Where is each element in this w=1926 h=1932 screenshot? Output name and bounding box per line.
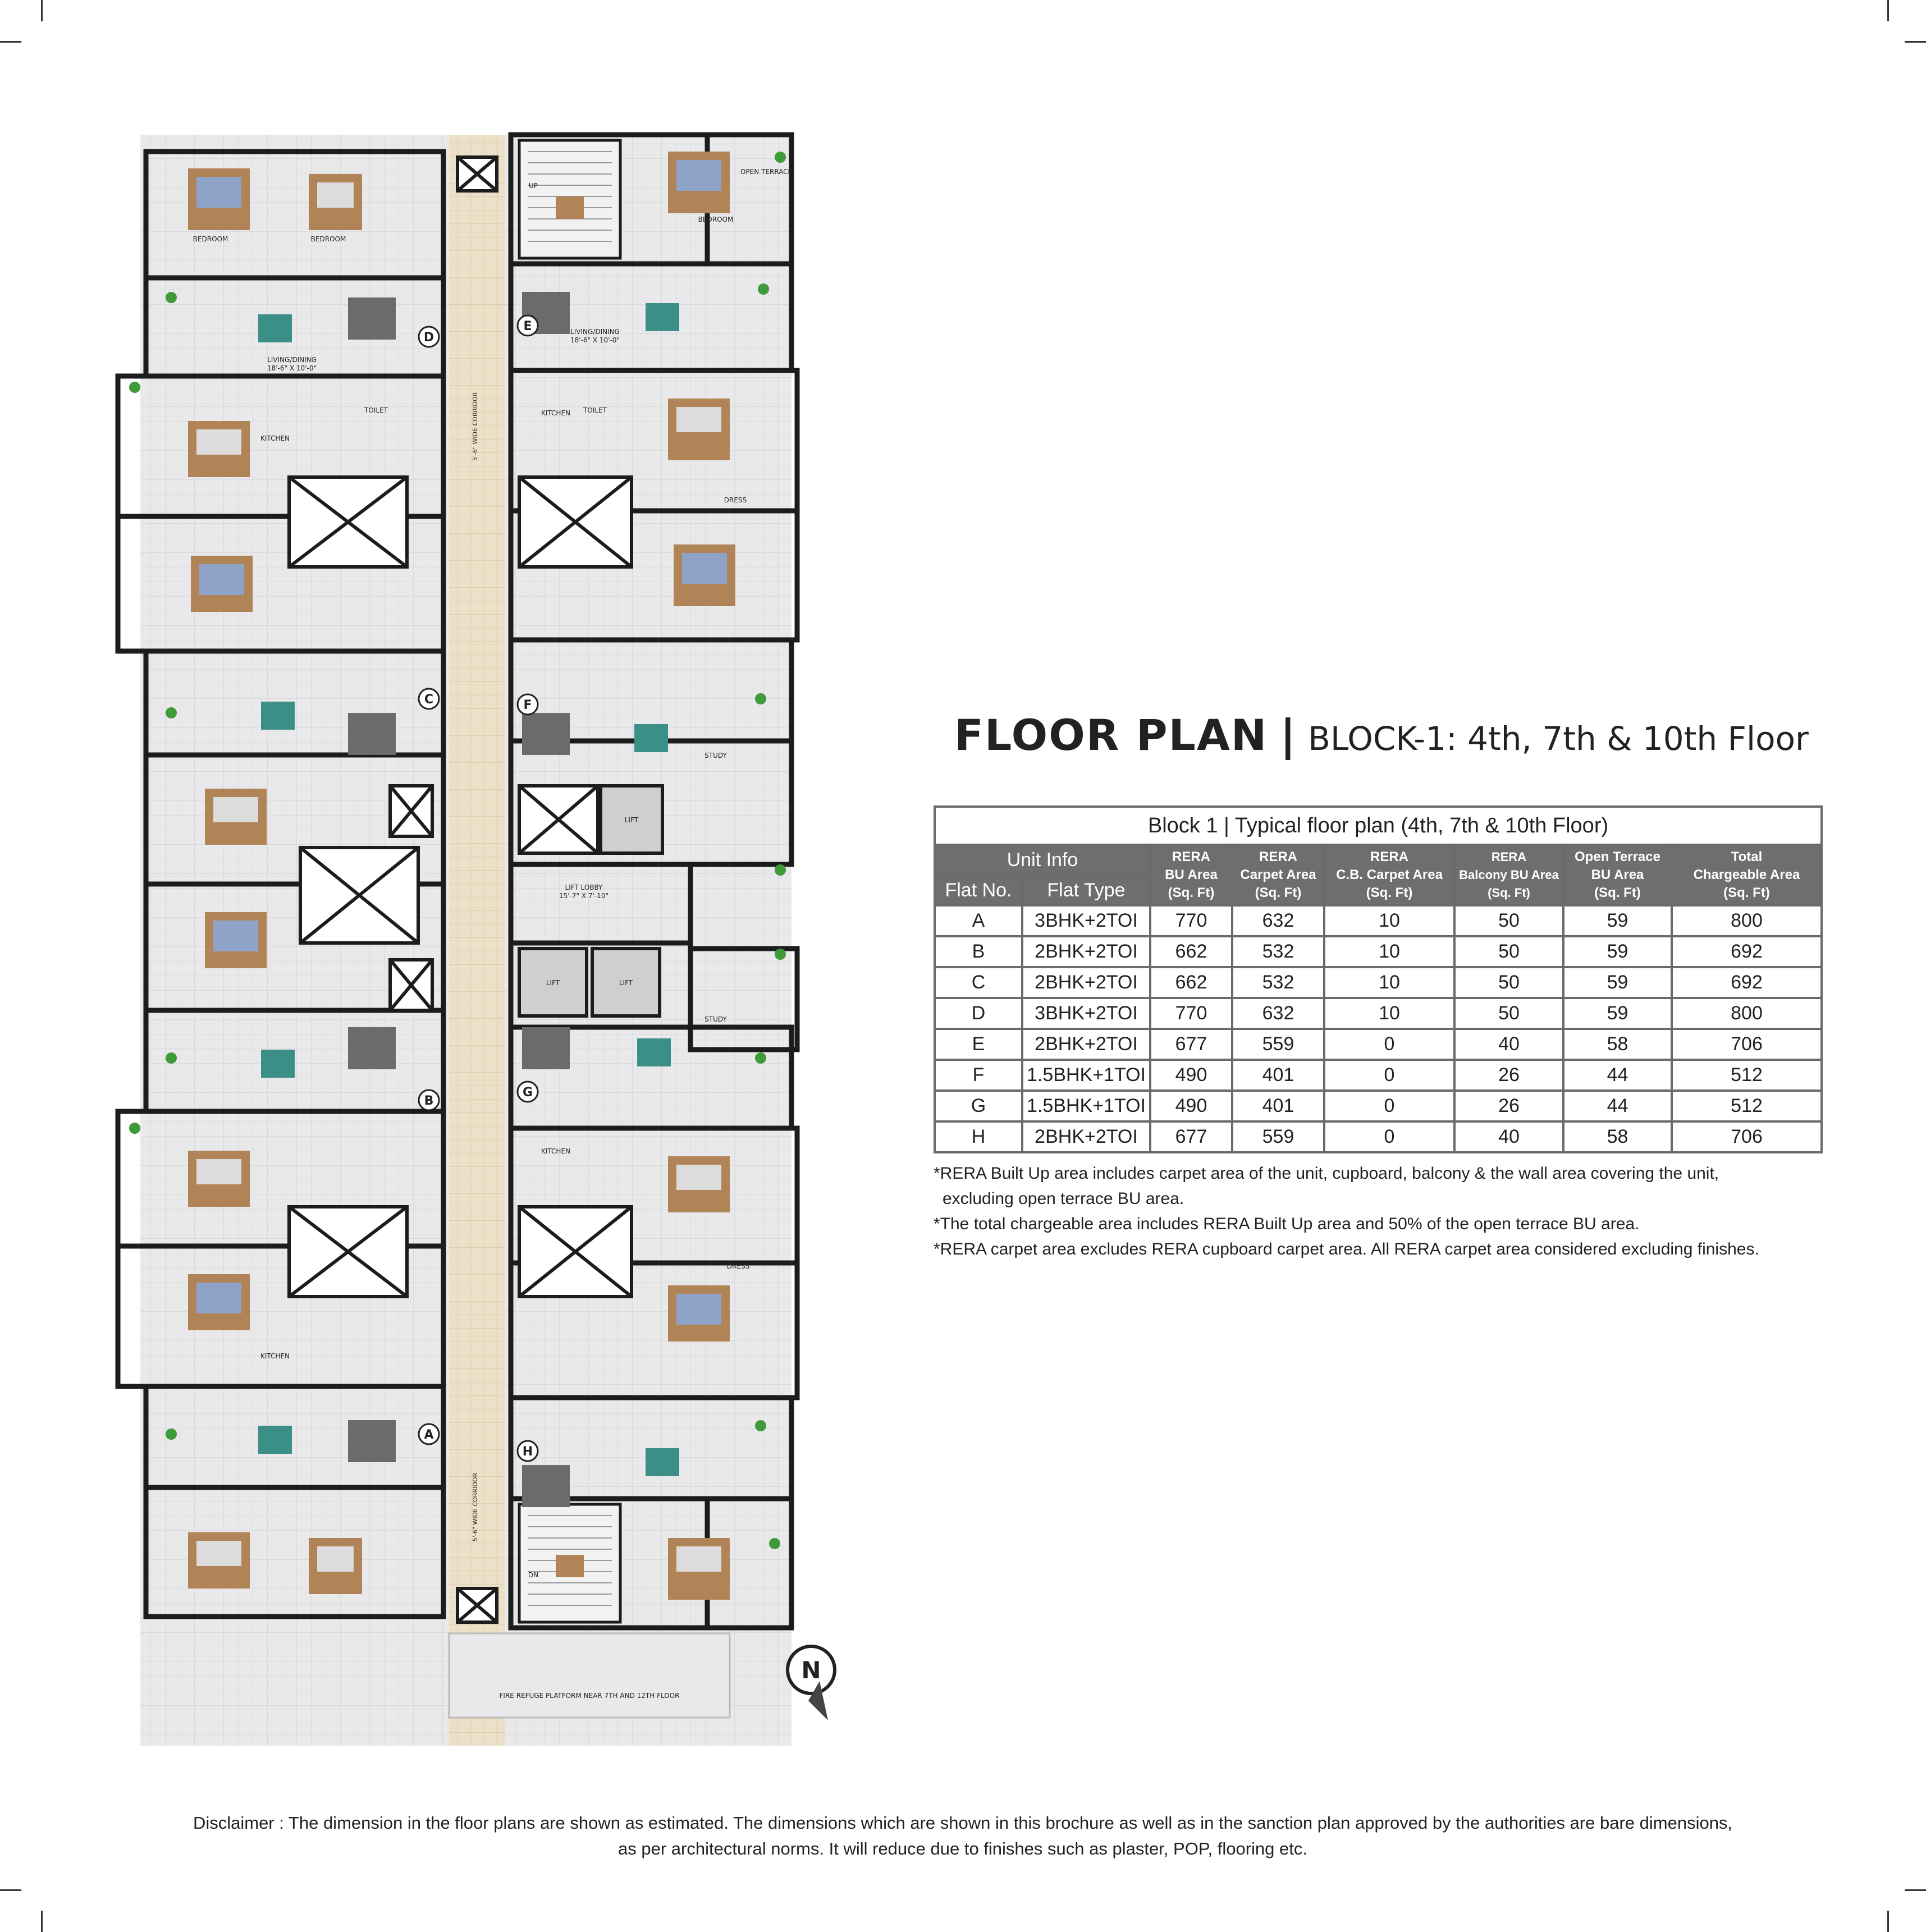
table-row <box>935 936 1822 967</box>
plan-label-study: STUDY <box>704 752 727 759</box>
header-flat-type: Flat Type <box>1022 875 1150 905</box>
plan-label-lift: LIFT <box>619 979 633 987</box>
plan-label-bedroom: BEDROOM <box>698 216 734 223</box>
table-cell: 0 <box>1324 1121 1454 1152</box>
table-cell: 59 <box>1563 998 1672 1029</box>
table-cell: 0 <box>1324 1060 1454 1091</box>
table-cell: 3BHK+2TOI <box>1022 905 1150 936</box>
unit-marker-c: C <box>424 693 434 707</box>
header-flat-no: Flat No. <box>935 875 1022 905</box>
table-cell: 50 <box>1454 967 1563 998</box>
table-cell: 44 <box>1563 1060 1672 1091</box>
table-caption: Block 1 | Typical floor plan (4th, 7th & 10th Floor) <box>935 807 1822 845</box>
table-cell: 662 <box>1150 936 1232 967</box>
table-cell: 59 <box>1563 905 1672 936</box>
table-cell: 26 <box>1454 1060 1563 1091</box>
table-cell: 662 <box>1150 967 1232 998</box>
crop-mark-top-right-h <box>1905 41 1926 43</box>
title-sub: BLOCK-1: 4th, 7th & 10th Floor <box>1308 720 1809 758</box>
table-cell: 2BHK+2TOI <box>1022 936 1150 967</box>
header-rera-balcony: RERA Balcony BU Area (Sq. Ft) <box>1454 845 1563 905</box>
table-row <box>935 905 1822 936</box>
unit-marker-g: G <box>522 1086 533 1100</box>
table-cell: F <box>935 1060 1022 1091</box>
table-cell: 26 <box>1454 1091 1563 1121</box>
plan-label-up: UP <box>528 182 538 190</box>
crop-mark-top-left-v <box>41 0 43 21</box>
plan-label-corridor: 5'-6" WIDE CORRIDOR <box>472 392 479 461</box>
plan-label-refuge: FIRE REFUGE PLATFORM NEAR 7TH AND 12TH FLOOR <box>499 1692 680 1700</box>
table-cell: 559 <box>1232 1121 1324 1152</box>
footnote-3: *RERA carpet area excludes RERA cupboard carpet area. All RERA carpet area considered excluding finishes. <box>934 1240 1759 1258</box>
plan-label-living-dims: 18'-6" X 10'-0" <box>267 364 317 372</box>
table-cell: G <box>935 1091 1022 1121</box>
plan-label-lobby-dims: 15'-7" X 7'-10" <box>559 892 609 900</box>
title-main: FLOOR PLAN <box>954 710 1268 760</box>
table-row <box>935 998 1822 1029</box>
footnote-1-cont: excluding open terrace BU area. <box>943 1189 1184 1208</box>
plan-label-living-dims: 18'-6" X 10'-0" <box>570 336 620 344</box>
table-body <box>935 905 1822 1152</box>
plan-label-dress: DRESS <box>726 1262 750 1270</box>
footnotes <box>934 1161 1899 1262</box>
table-cell: 50 <box>1454 905 1563 936</box>
table-cell: 401 <box>1232 1091 1324 1121</box>
table-cell: H <box>935 1121 1022 1152</box>
plan-label-kitchen: KITCHEN <box>541 1147 570 1155</box>
plan-label-toilet: TOILET <box>583 406 607 414</box>
table-cell: 58 <box>1563 1029 1672 1060</box>
table-cell: 632 <box>1232 905 1324 936</box>
table-row <box>935 1029 1822 1060</box>
plan-label-study: STUDY <box>704 1015 727 1023</box>
table-cell: 490 <box>1150 1060 1232 1091</box>
plan-label-living: LIVING/DINING <box>570 328 620 336</box>
table-cell: 559 <box>1232 1029 1324 1060</box>
crop-mark-bottom-left-v <box>41 1911 43 1932</box>
crop-mark-top-left-h <box>0 41 21 43</box>
crop-mark-top-right-v <box>1887 0 1889 21</box>
disclaimer-line-2: as per architectural norms. It will reduce due to finishes such as plaster, POP, flooring etc. <box>618 1839 1307 1858</box>
table-cell: 0 <box>1324 1091 1454 1121</box>
table-cell: 490 <box>1150 1091 1232 1121</box>
table-cell: 10 <box>1324 936 1454 967</box>
unit-marker-h: H <box>522 1445 533 1459</box>
table-cell: 50 <box>1454 936 1563 967</box>
floor-plan-drawing <box>107 129 836 1757</box>
crop-mark-bottom-left-h <box>0 1889 21 1891</box>
table-cell: D <box>935 998 1022 1029</box>
disclaimer-line-1: Disclaimer : The dimension in the floor plans are shown as estimated. The dimensions which are shown in this brochure as well as in the sanction plan approved by the authorities are bare dimensions, <box>193 1813 1733 1833</box>
plan-label-corridor: 5'-6" WIDE CORRIDOR <box>472 1472 479 1542</box>
footnote-2: *The total chargeable area includes RERA Built Up area and 50% of the open terrace BU area. <box>934 1215 1640 1233</box>
table-cell: 44 <box>1563 1091 1672 1121</box>
table-cell: 800 <box>1672 905 1822 936</box>
table-cell: 677 <box>1150 1121 1232 1152</box>
unit-marker-a: A <box>424 1428 434 1442</box>
table-row <box>935 1060 1822 1091</box>
header-unit-info: Unit Info <box>935 845 1150 875</box>
table-cell: 632 <box>1232 998 1324 1029</box>
table-cell: 2BHK+2TOI <box>1022 1121 1150 1152</box>
header-rera-cb-carpet: RERA C.B. Carpet Area (Sq. Ft) <box>1324 845 1454 905</box>
table-cell: 532 <box>1232 967 1324 998</box>
header-rera-carpet: RERA Carpet Area (Sq. Ft) <box>1232 845 1324 905</box>
table-cell: 800 <box>1672 998 1822 1029</box>
title-separator: | <box>1280 710 1296 760</box>
table-cell: 401 <box>1232 1060 1324 1091</box>
table-cell: 40 <box>1454 1029 1563 1060</box>
footnote-1: *RERA Built Up area includes carpet area of the unit, cupboard, balcony & the wall area covering the unit, <box>934 1164 1719 1183</box>
plan-label-kitchen: KITCHEN <box>260 434 290 442</box>
table-row <box>935 967 1822 998</box>
table-cell: E <box>935 1029 1022 1060</box>
plan-label-dress: DRESS <box>724 496 747 504</box>
plan-label-bedroom: BEDROOM <box>310 235 346 243</box>
table-cell: 1.5BHK+1TOI <box>1022 1060 1150 1091</box>
area-table <box>934 805 1823 1153</box>
table-cell: B <box>935 936 1022 967</box>
page-title <box>954 710 1864 761</box>
plan-label-living: LIVING/DINING <box>267 356 317 364</box>
header-rera-bu: RERA BU Area (Sq. Ft) <box>1150 845 1232 905</box>
table-cell: 532 <box>1232 936 1324 967</box>
table-cell: C <box>935 967 1022 998</box>
table-cell: 692 <box>1672 967 1822 998</box>
table-cell: 10 <box>1324 998 1454 1029</box>
table-row <box>935 1091 1822 1121</box>
table-cell: 40 <box>1454 1121 1563 1152</box>
plan-label-lift: LIFT <box>546 979 560 987</box>
plan-label-kitchen: KITCHEN <box>541 409 570 417</box>
table-cell: 59 <box>1563 967 1672 998</box>
plan-label-terrace: OPEN TERRACE <box>740 168 793 176</box>
plan-label-toilet: TOILET <box>364 406 388 414</box>
disclaimer <box>140 1810 1785 1862</box>
header-total-chargeable: Total Chargeable Area (Sq. Ft) <box>1672 845 1822 905</box>
table-cell: 770 <box>1150 998 1232 1029</box>
plan-label-kitchen: KITCHEN <box>260 1352 290 1360</box>
table-cell: 2BHK+2TOI <box>1022 1029 1150 1060</box>
plan-label-dn: DN <box>528 1571 539 1579</box>
unit-marker-b: B <box>424 1094 434 1108</box>
unit-marker-d: D <box>423 331 434 345</box>
plan-label-bedroom: BEDROOM <box>193 235 228 243</box>
fire-refuge-platform <box>449 1633 730 1718</box>
table-cell: 10 <box>1324 967 1454 998</box>
svg-text:N: N <box>801 1656 821 1684</box>
unit-marker-f: F <box>523 698 532 712</box>
table-cell: 512 <box>1672 1060 1822 1091</box>
table-row <box>935 1121 1822 1152</box>
north-compass-icon <box>788 1646 835 1720</box>
table-cell: 59 <box>1563 936 1672 967</box>
table-cell: 3BHK+2TOI <box>1022 998 1150 1029</box>
header-open-terrace: Open Terrace BU Area (Sq. Ft) <box>1563 845 1672 905</box>
table-cell: 50 <box>1454 998 1563 1029</box>
unit-marker-e: E <box>523 319 532 333</box>
table-cell: 692 <box>1672 936 1822 967</box>
table-cell: 10 <box>1324 905 1454 936</box>
table-cell: 0 <box>1324 1029 1454 1060</box>
crop-mark-bottom-right-v <box>1887 1911 1889 1932</box>
table-cell: 512 <box>1672 1091 1822 1121</box>
table-cell: 706 <box>1672 1121 1822 1152</box>
plan-label-lobby: LIFT LOBBY <box>565 883 603 891</box>
table-cell: 1.5BHK+1TOI <box>1022 1091 1150 1121</box>
table-cell: 770 <box>1150 905 1232 936</box>
table-cell: 2BHK+2TOI <box>1022 967 1150 998</box>
table-cell: 677 <box>1150 1029 1232 1060</box>
plan-label-lift: LIFT <box>624 816 639 824</box>
table-cell: A <box>935 905 1022 936</box>
table-cell: 706 <box>1672 1029 1822 1060</box>
table-cell: 58 <box>1563 1121 1672 1152</box>
crop-mark-bottom-right-h <box>1905 1889 1926 1891</box>
